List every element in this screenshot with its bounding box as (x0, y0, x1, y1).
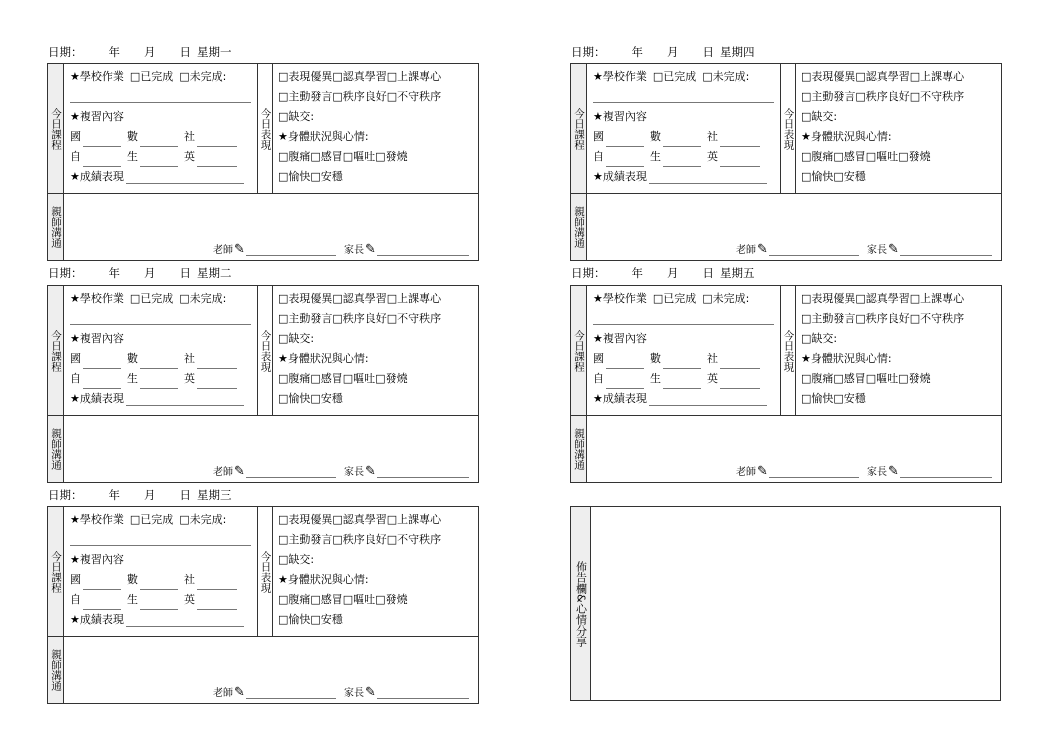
review-label-row (70, 329, 257, 349)
date-month: 月 (144, 266, 156, 280)
missing-work-row[interactable]: □缺交: (801, 332, 838, 345)
homework-row (70, 510, 257, 530)
parent-teacher-label: 親師溝通 (48, 194, 64, 260)
date-month: 月 (667, 266, 679, 280)
teacher-signature[interactable] (213, 241, 336, 256)
review-subjects-row-2 (70, 590, 257, 610)
review-subject-blank[interactable] (606, 356, 644, 369)
weekday: 星期四 (720, 45, 755, 59)
homework-done-checkbox[interactable]: □已完成 (129, 70, 174, 83)
parent-signature[interactable] (867, 463, 992, 478)
performance-column (796, 64, 1001, 193)
health-row[interactable]: □腹痛□感冒□嘔吐□發燒 (278, 593, 408, 606)
today-performance-label: 今日表現 (257, 64, 273, 193)
review-subject-label: 生 (127, 150, 138, 163)
teacher-signature-line[interactable] (769, 466, 859, 478)
review-subject (70, 147, 121, 167)
pencil-icon: ✎ (365, 464, 376, 479)
grade-row (70, 167, 257, 187)
pencil-icon: ✎ (234, 242, 245, 257)
mood-row[interactable]: □愉快□安穩 (278, 170, 343, 183)
pencil-icon: ✎ (757, 464, 768, 479)
review-subject (184, 349, 237, 369)
homework-blank-line[interactable] (593, 87, 780, 107)
grade-row (593, 167, 780, 187)
review-subject-blank[interactable] (720, 376, 760, 389)
parent-teacher-label: 親師溝通 (571, 416, 587, 482)
teacher-signature[interactable] (213, 684, 336, 699)
review-subject-label: 社 (707, 352, 718, 365)
performance-row-2[interactable]: □主動發言□秩序良好□不守秩序 (801, 90, 965, 103)
date-year: 年 (108, 488, 120, 502)
missing-work-row[interactable]: □缺交: (278, 553, 315, 566)
homework-label: ★學校作業 (70, 292, 124, 305)
review-subject-blank[interactable] (83, 597, 121, 610)
review-label: ★複習內容 (70, 110, 124, 123)
performance-column (273, 286, 478, 415)
teacher-label: 老師 (736, 467, 756, 478)
today-course-label: 今日課程 (48, 64, 64, 193)
parent-teacher-label: 親師溝通 (48, 416, 64, 482)
parent-signature-line[interactable] (377, 687, 469, 699)
course-column (64, 507, 257, 636)
review-subjects-row-1 (70, 570, 257, 590)
review-subjects-row-2 (593, 147, 780, 167)
today-course-label: 今日課程 (571, 286, 587, 415)
communication-section (48, 194, 478, 260)
review-subject-blank[interactable] (720, 154, 760, 167)
review-subject (70, 349, 121, 369)
parent-teacher-label: 親師溝通 (571, 194, 587, 260)
homework-label: ★學校作業 (70, 70, 124, 83)
date-prefix: 日期： (48, 488, 83, 502)
teacher-label: 老師 (213, 245, 233, 256)
date-month: 月 (144, 488, 156, 502)
review-subject-label: 英 (707, 372, 718, 385)
date-prefix: 日期： (571, 45, 606, 59)
review-label: ★複習內容 (70, 332, 124, 345)
parent-signature[interactable] (344, 684, 469, 699)
review-subjects-row-2 (593, 369, 780, 389)
review-subject-blank[interactable] (83, 376, 121, 389)
course-section (571, 286, 1001, 416)
parent-label: 家長 (867, 467, 887, 478)
homework-row (593, 289, 780, 309)
review-subject-label: 社 (184, 130, 195, 143)
review-subjects-row-1 (70, 349, 257, 369)
review-subject-blank[interactable] (140, 134, 178, 147)
health-mood-label: ★身體狀況與心情: (801, 130, 892, 143)
review-subject (184, 590, 237, 610)
review-subject-label: 生 (127, 593, 138, 606)
review-subjects-row-1 (70, 127, 257, 147)
homework-done-checkbox[interactable]: □已完成 (652, 70, 697, 83)
review-subject-blank[interactable] (663, 356, 701, 369)
review-subject (184, 369, 237, 389)
health-row[interactable]: □腹痛□感冒□嘔吐□發燒 (801, 150, 931, 163)
review-subject-blank[interactable] (197, 356, 237, 369)
review-subject-label: 數 (127, 352, 138, 365)
review-subject-label: 社 (184, 352, 195, 365)
homework-row (593, 67, 780, 87)
review-subject-label: 數 (127, 573, 138, 586)
review-subject-blank[interactable] (663, 376, 701, 389)
review-subject-label: 自 (70, 150, 81, 163)
review-label-row (70, 550, 257, 570)
review-subject (127, 570, 178, 590)
grade-blank[interactable] (126, 614, 244, 627)
teacher-signature-line[interactable] (246, 687, 336, 699)
parent-signature[interactable] (344, 241, 469, 256)
review-subject-label: 英 (184, 372, 195, 385)
day-card (47, 506, 479, 704)
review-subject-blank[interactable] (197, 376, 237, 389)
performance-row-2[interactable]: □主動發言□秩序良好□不守秩序 (278, 533, 442, 546)
review-subject-label: 自 (593, 372, 604, 385)
weekday: 星期一 (197, 45, 232, 59)
date-month: 月 (667, 45, 679, 59)
review-subject (650, 127, 701, 147)
teacher-signature[interactable] (736, 463, 859, 478)
review-subject (127, 369, 178, 389)
pencil-icon: ✎ (234, 464, 245, 479)
communication-section (48, 416, 478, 482)
date-year: 年 (631, 45, 643, 59)
review-subject-label: 社 (184, 573, 195, 586)
review-subject-blank[interactable] (720, 134, 760, 147)
parent-signature-line[interactable] (377, 466, 469, 478)
mood-row[interactable]: □愉快□安穩 (278, 613, 343, 626)
pencil-icon: ✎ (365, 242, 376, 257)
teacher-label: 老師 (213, 467, 233, 478)
review-subject-label: 生 (650, 372, 661, 385)
pencil-icon: ✎ (888, 464, 899, 479)
review-subject-blank[interactable] (140, 577, 178, 590)
date-prefix: 日期： (48, 266, 83, 280)
notice-board-label: 佈告欄&心情分享 (571, 507, 591, 700)
review-subject-label: 生 (650, 150, 661, 163)
review-subject-blank[interactable] (140, 597, 178, 610)
review-label: ★複習內容 (593, 332, 647, 345)
pencil-icon: ✎ (365, 685, 376, 700)
course-section (48, 507, 478, 637)
review-subject-label: 生 (127, 372, 138, 385)
health-mood-label: ★身體狀況與心情: (801, 352, 892, 365)
performance-row-2[interactable]: □主動發言□秩序良好□不守秩序 (278, 90, 442, 103)
review-label-row (593, 107, 780, 127)
review-subject-label: 自 (593, 150, 604, 163)
teacher-label: 老師 (213, 688, 233, 699)
mood-row[interactable]: □愉快□安穩 (801, 392, 866, 405)
date-header (48, 41, 232, 63)
grade-label: ★成績表現 (70, 170, 124, 183)
today-course-label: 今日課程 (571, 64, 587, 193)
review-subject (707, 127, 760, 147)
parent-teacher-label: 親師溝通 (48, 637, 64, 703)
date-year: 年 (108, 266, 120, 280)
review-subject-label: 國 (70, 573, 81, 586)
review-subject-blank[interactable] (83, 577, 121, 590)
date-header (571, 262, 755, 284)
grade-label: ★成績表現 (593, 170, 647, 183)
homework-row (70, 67, 257, 87)
review-subject (127, 127, 178, 147)
date-day: 日 (702, 266, 714, 280)
performance-row-1[interactable]: □表現優異□認真學習□上課專心 (278, 513, 442, 526)
parent-signature-line[interactable] (900, 466, 992, 478)
course-column (64, 286, 257, 415)
review-subject-blank[interactable] (197, 154, 237, 167)
grade-blank[interactable] (649, 393, 767, 406)
missing-work-row[interactable]: □缺交: (278, 332, 315, 345)
day-card (570, 63, 1002, 261)
date-prefix: 日期： (48, 45, 83, 59)
homework-done-checkbox[interactable]: □已完成 (129, 292, 174, 305)
date-header (571, 41, 755, 63)
teacher-signature-line[interactable] (246, 466, 336, 478)
homework-blank-line[interactable] (70, 309, 257, 329)
health-mood-label: ★身體狀況與心情: (278, 352, 369, 365)
parent-label: 家長 (344, 688, 364, 699)
pencil-icon: ✎ (888, 242, 899, 257)
review-subject-label: 自 (70, 372, 81, 385)
today-performance-label: 今日表現 (780, 64, 796, 193)
parent-label: 家長 (344, 245, 364, 256)
review-subject-label: 國 (70, 352, 81, 365)
homework-blank-line[interactable] (593, 309, 780, 329)
course-section (571, 64, 1001, 194)
health-mood-label: ★身體狀況與心情: (278, 130, 369, 143)
date-header (48, 484, 232, 506)
review-subject (127, 147, 178, 167)
review-subject-blank[interactable] (197, 577, 237, 590)
mood-row[interactable]: □愉快□安穩 (801, 170, 866, 183)
teacher-signature[interactable] (213, 463, 336, 478)
homework-label: ★學校作業 (593, 70, 647, 83)
review-subject-blank[interactable] (140, 356, 178, 369)
parent-label: 家長 (344, 467, 364, 478)
review-subject-label: 國 (593, 130, 604, 143)
communication-section (571, 416, 1001, 482)
review-subject (593, 127, 644, 147)
health-row[interactable]: □腹痛□感冒□嘔吐□發燒 (278, 150, 408, 163)
parent-signature[interactable] (867, 241, 992, 256)
today-course-label: 今日課程 (48, 286, 64, 415)
review-label-row (593, 329, 780, 349)
performance-row-2[interactable]: □主動發言□秩序良好□不守秩序 (278, 312, 442, 325)
health-row[interactable]: □腹痛□感冒□嘔吐□發燒 (801, 372, 931, 385)
missing-work-row[interactable]: □缺交: (801, 110, 838, 123)
review-subject-blank[interactable] (140, 376, 178, 389)
date-year: 年 (631, 266, 643, 280)
review-subject-blank[interactable] (720, 356, 760, 369)
grade-blank[interactable] (649, 171, 767, 184)
review-subject-label: 自 (70, 593, 81, 606)
date-day: 日 (702, 45, 714, 59)
review-subject-blank[interactable] (140, 154, 178, 167)
teacher-signature[interactable] (736, 241, 859, 256)
date-day: 日 (179, 488, 191, 502)
review-subject (70, 570, 121, 590)
homework-label: ★學校作業 (70, 513, 124, 526)
review-subject-blank[interactable] (606, 154, 644, 167)
communication-section (48, 637, 478, 703)
review-label: ★複習內容 (593, 110, 647, 123)
review-subject-blank[interactable] (663, 134, 701, 147)
grade-row (593, 389, 780, 409)
today-performance-label: 今日表現 (257, 507, 273, 636)
teacher-signature-line[interactable] (769, 244, 859, 256)
performance-row-1[interactable]: □表現優異□認真學習□上課專心 (278, 292, 442, 305)
course-column (587, 286, 780, 415)
date-header (48, 262, 232, 284)
course-section (48, 286, 478, 416)
review-subject-blank[interactable] (197, 597, 237, 610)
course-column (587, 64, 780, 193)
weekday: 星期三 (197, 488, 232, 502)
review-subject (593, 369, 644, 389)
date-year: 年 (108, 45, 120, 59)
date-prefix: 日期： (571, 266, 606, 280)
review-subject (650, 369, 701, 389)
course-section (48, 64, 478, 194)
review-subject (70, 590, 121, 610)
review-subjects-row-2 (70, 147, 257, 167)
notice-board-body (591, 507, 1000, 700)
day-card (47, 63, 479, 261)
review-subject (593, 349, 644, 369)
review-subject-blank[interactable] (663, 154, 701, 167)
performance-column (273, 507, 478, 636)
grade-label: ★成績表現 (70, 392, 124, 405)
homework-not-done-checkbox[interactable]: □未完成: (179, 513, 227, 526)
today-performance-label: 今日表現 (257, 286, 273, 415)
review-subject (650, 147, 701, 167)
review-subject (70, 127, 121, 147)
review-subject-blank[interactable] (606, 376, 644, 389)
performance-row-1[interactable]: □表現優異□認真學習□上課專心 (278, 70, 442, 83)
homework-done-checkbox[interactable]: □已完成 (652, 292, 697, 305)
weekday: 星期二 (197, 266, 232, 280)
health-mood-label: ★身體狀況與心情: (278, 573, 369, 586)
day-card (47, 285, 479, 483)
performance-column (273, 64, 478, 193)
notice-board (570, 506, 1001, 701)
review-subject-blank[interactable] (83, 356, 121, 369)
mood-row[interactable]: □愉快□安穩 (278, 392, 343, 405)
review-subjects-row-2 (70, 369, 257, 389)
review-subject (184, 127, 237, 147)
review-subject (707, 349, 760, 369)
review-subject (593, 147, 644, 167)
review-subject-blank[interactable] (197, 134, 237, 147)
date-day: 日 (179, 266, 191, 280)
performance-row-2[interactable]: □主動發言□秩序良好□不守秩序 (801, 312, 965, 325)
weekday: 星期五 (720, 266, 755, 280)
review-subject (127, 349, 178, 369)
grade-label: ★成績表現 (593, 392, 647, 405)
review-subject-blank[interactable] (83, 154, 121, 167)
review-subjects-row-1 (593, 349, 780, 369)
grade-blank[interactable] (126, 393, 244, 406)
review-subject-label: 數 (127, 130, 138, 143)
homework-done-checkbox[interactable]: □已完成 (129, 513, 174, 526)
review-subject (127, 590, 178, 610)
date-day: 日 (179, 45, 191, 59)
performance-row-1[interactable]: □表現優異□認真學習□上課專心 (801, 70, 965, 83)
homework-not-done-checkbox[interactable]: □未完成: (702, 70, 750, 83)
review-subject-label: 英 (184, 593, 195, 606)
review-subject (184, 147, 237, 167)
homework-blank-line[interactable] (70, 87, 257, 107)
review-label-row (70, 107, 257, 127)
review-subjects-row-1 (593, 127, 780, 147)
course-column (64, 64, 257, 193)
homework-label: ★學校作業 (593, 292, 647, 305)
review-subject-blank[interactable] (83, 134, 121, 147)
grade-row (70, 389, 257, 409)
teacher-signature-line[interactable] (246, 244, 336, 256)
communication-section (571, 194, 1001, 260)
review-subject (650, 349, 701, 369)
homework-not-done-checkbox[interactable]: □未完成: (702, 292, 750, 305)
performance-row-1[interactable]: □表現優異□認真學習□上課專心 (801, 292, 965, 305)
review-subject-label: 國 (70, 130, 81, 143)
review-subject-blank[interactable] (606, 134, 644, 147)
grade-label: ★成績表現 (70, 613, 124, 626)
parent-signature[interactable] (344, 463, 469, 478)
grade-row (70, 610, 257, 630)
pencil-icon: ✎ (234, 685, 245, 700)
homework-blank-line[interactable] (70, 530, 257, 550)
today-course-label: 今日課程 (48, 507, 64, 636)
teacher-label: 老師 (736, 245, 756, 256)
homework-row (70, 289, 257, 309)
parent-signature-line[interactable] (900, 244, 992, 256)
parent-label: 家長 (867, 245, 887, 256)
grade-blank[interactable] (126, 171, 244, 184)
review-label: ★複習內容 (70, 553, 124, 566)
review-subject-label: 社 (707, 130, 718, 143)
pencil-icon: ✎ (757, 242, 768, 257)
review-subject-label: 數 (650, 130, 661, 143)
homework-not-done-checkbox[interactable]: □未完成: (179, 292, 227, 305)
homework-not-done-checkbox[interactable]: □未完成: (179, 70, 227, 83)
missing-work-row[interactable]: □缺交: (278, 110, 315, 123)
review-subject (184, 570, 237, 590)
review-subject (707, 369, 760, 389)
day-card (570, 285, 1002, 483)
review-subject-label: 英 (184, 150, 195, 163)
health-row[interactable]: □腹痛□感冒□嘔吐□發燒 (278, 372, 408, 385)
parent-signature-line[interactable] (377, 244, 469, 256)
review-subject-label: 數 (650, 352, 661, 365)
date-month: 月 (144, 45, 156, 59)
performance-column (796, 286, 1001, 415)
review-subject (70, 369, 121, 389)
today-performance-label: 今日表現 (780, 286, 796, 415)
review-subject-label: 國 (593, 352, 604, 365)
review-subject-label: 英 (707, 150, 718, 163)
review-subject (707, 147, 760, 167)
